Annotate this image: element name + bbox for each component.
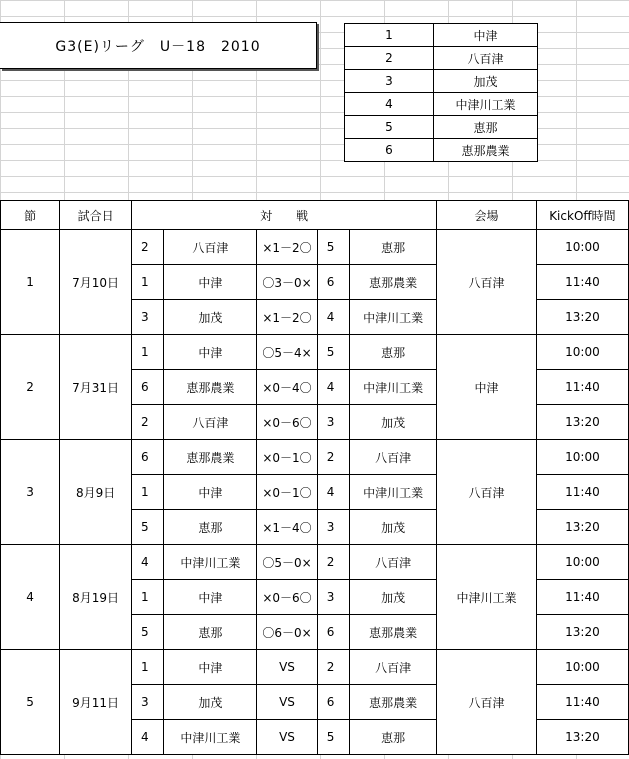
home-team-number: 5: [132, 615, 164, 650]
away-team-number: 3: [317, 580, 349, 615]
schedule-body: [1, 201, 629, 755]
match-score: 〇3－0×: [257, 265, 317, 300]
venue: 中津川工業: [437, 545, 537, 650]
away-team: 加茂: [350, 510, 437, 545]
legend-row: [345, 47, 538, 70]
away-team-number: 6: [317, 265, 349, 300]
match-score: ×1－2〇: [257, 230, 317, 265]
away-team: 中津川工業: [350, 475, 437, 510]
away-team: 加茂: [350, 580, 437, 615]
league-title: G3(E)リーグ U－18 2010: [0, 22, 317, 69]
home-team-number: 5: [132, 510, 164, 545]
away-team: 恵那: [350, 335, 437, 370]
header-setsu: 節: [1, 201, 60, 230]
home-team: 中津川工業: [164, 720, 257, 755]
match-score: ×1－4〇: [257, 510, 317, 545]
away-team-number: 5: [317, 335, 349, 370]
legend-team: 中津: [434, 24, 538, 47]
match-row: [1, 650, 629, 685]
away-team-number: 3: [317, 405, 349, 440]
home-team: 中津: [164, 335, 257, 370]
schedule-table: [0, 200, 629, 755]
home-team: 中津: [164, 475, 257, 510]
header-match: 対 戦: [132, 201, 437, 230]
team-legend-body: [345, 24, 538, 162]
away-team: 八百津: [350, 440, 437, 475]
home-team: 中津川工業: [164, 545, 257, 580]
legend-team: 中津川工業: [434, 93, 538, 116]
header-row: [1, 201, 629, 230]
round-number: 5: [1, 650, 60, 755]
match-row: [1, 335, 629, 370]
venue: 八百津: [437, 650, 537, 755]
match-score: VS: [257, 685, 317, 720]
kickoff-time: 10:00: [536, 545, 628, 580]
away-team: 中津川工業: [350, 370, 437, 405]
away-team: 恵那: [350, 230, 437, 265]
match-date: 7月10日: [60, 230, 132, 335]
home-team-number: 6: [132, 440, 164, 475]
match-score: ×0－6〇: [257, 405, 317, 440]
match-date: 8月9日: [60, 440, 132, 545]
kickoff-time: 10:00: [536, 650, 628, 685]
home-team-number: 1: [132, 580, 164, 615]
home-team: 加茂: [164, 300, 257, 335]
away-team-number: 2: [317, 650, 349, 685]
home-team-number: 1: [132, 475, 164, 510]
home-team-number: 6: [132, 370, 164, 405]
away-team-number: 2: [317, 440, 349, 475]
match-score: 〇6－0×: [257, 615, 317, 650]
kickoff-time: 10:00: [536, 230, 628, 265]
away-team: 加茂: [350, 405, 437, 440]
round-number: 4: [1, 545, 60, 650]
match-date: 7月31日: [60, 335, 132, 440]
match-row: [1, 545, 629, 580]
round-number: 3: [1, 440, 60, 545]
legend-row: [345, 93, 538, 116]
legend-number: 1: [345, 24, 434, 47]
match-score: 〇5－0×: [257, 545, 317, 580]
away-team: 恵那農業: [350, 615, 437, 650]
match-date: 9月11日: [60, 650, 132, 755]
home-team-number: 1: [132, 265, 164, 300]
away-team: 恵那農業: [350, 685, 437, 720]
home-team-number: 4: [132, 545, 164, 580]
away-team: 八百津: [350, 545, 437, 580]
home-team: 恵那農業: [164, 370, 257, 405]
venue: 八百津: [437, 230, 537, 335]
legend-number: 6: [345, 139, 434, 162]
kickoff-time: 11:40: [536, 685, 628, 720]
home-team-number: 3: [132, 300, 164, 335]
team-legend-table: [344, 23, 538, 162]
match-score: ×0－1〇: [257, 475, 317, 510]
legend-row: [345, 70, 538, 93]
match-score: ×0－4〇: [257, 370, 317, 405]
home-team: 恵那: [164, 510, 257, 545]
away-team: 恵那農業: [350, 265, 437, 300]
match-date: 8月19日: [60, 545, 132, 650]
match-score: ×0－1〇: [257, 440, 317, 475]
kickoff-time: 13:20: [536, 510, 628, 545]
home-team: 中津: [164, 650, 257, 685]
kickoff-time: 11:40: [536, 370, 628, 405]
kickoff-time: 11:40: [536, 475, 628, 510]
header-kickoff: KickOff時間: [536, 201, 628, 230]
away-team-number: 6: [317, 685, 349, 720]
match-score: ×0－6〇: [257, 580, 317, 615]
match-score: VS: [257, 650, 317, 685]
header-date: 試合日: [60, 201, 132, 230]
home-team: 恵那: [164, 615, 257, 650]
home-team-number: 1: [132, 650, 164, 685]
legend-number: 5: [345, 116, 434, 139]
home-team: 加茂: [164, 685, 257, 720]
home-team: 中津: [164, 580, 257, 615]
away-team: 八百津: [350, 650, 437, 685]
away-team-number: 5: [317, 720, 349, 755]
legend-row: [345, 24, 538, 47]
home-team-number: 4: [132, 720, 164, 755]
away-team-number: 4: [317, 475, 349, 510]
kickoff-time: 11:40: [536, 580, 628, 615]
venue: 中津: [437, 335, 537, 440]
legend-row: [345, 139, 538, 162]
kickoff-time: 10:00: [536, 335, 628, 370]
home-team-number: 1: [132, 335, 164, 370]
legend-team: 加茂: [434, 70, 538, 93]
round-number: 1: [1, 230, 60, 335]
home-team-number: 3: [132, 685, 164, 720]
round-number: 2: [1, 335, 60, 440]
away-team-number: 2: [317, 545, 349, 580]
legend-team: 恵那農業: [434, 139, 538, 162]
away-team-number: 6: [317, 615, 349, 650]
home-team-number: 2: [132, 230, 164, 265]
match-row: [1, 440, 629, 475]
legend-team: 恵那: [434, 116, 538, 139]
match-row: [1, 230, 629, 265]
header-venue: 会場: [437, 201, 537, 230]
kickoff-time: 13:20: [536, 720, 628, 755]
away-team-number: 4: [317, 300, 349, 335]
legend-number: 4: [345, 93, 434, 116]
home-team: 中津: [164, 265, 257, 300]
kickoff-time: 13:20: [536, 615, 628, 650]
kickoff-time: 13:20: [536, 300, 628, 335]
away-team: 中津川工業: [350, 300, 437, 335]
home-team: 八百津: [164, 230, 257, 265]
legend-number: 2: [345, 47, 434, 70]
venue: 八百津: [437, 440, 537, 545]
match-score: ×1－2〇: [257, 300, 317, 335]
away-team-number: 4: [317, 370, 349, 405]
kickoff-time: 10:00: [536, 440, 628, 475]
home-team: 恵那農業: [164, 440, 257, 475]
kickoff-time: 11:40: [536, 265, 628, 300]
away-team-number: 5: [317, 230, 349, 265]
legend-team: 八百津: [434, 47, 538, 70]
away-team-number: 3: [317, 510, 349, 545]
home-team-number: 2: [132, 405, 164, 440]
match-score: 〇5－4×: [257, 335, 317, 370]
legend-row: [345, 116, 538, 139]
away-team: 恵那: [350, 720, 437, 755]
home-team: 八百津: [164, 405, 257, 440]
legend-number: 3: [345, 70, 434, 93]
kickoff-time: 13:20: [536, 405, 628, 440]
match-score: VS: [257, 720, 317, 755]
